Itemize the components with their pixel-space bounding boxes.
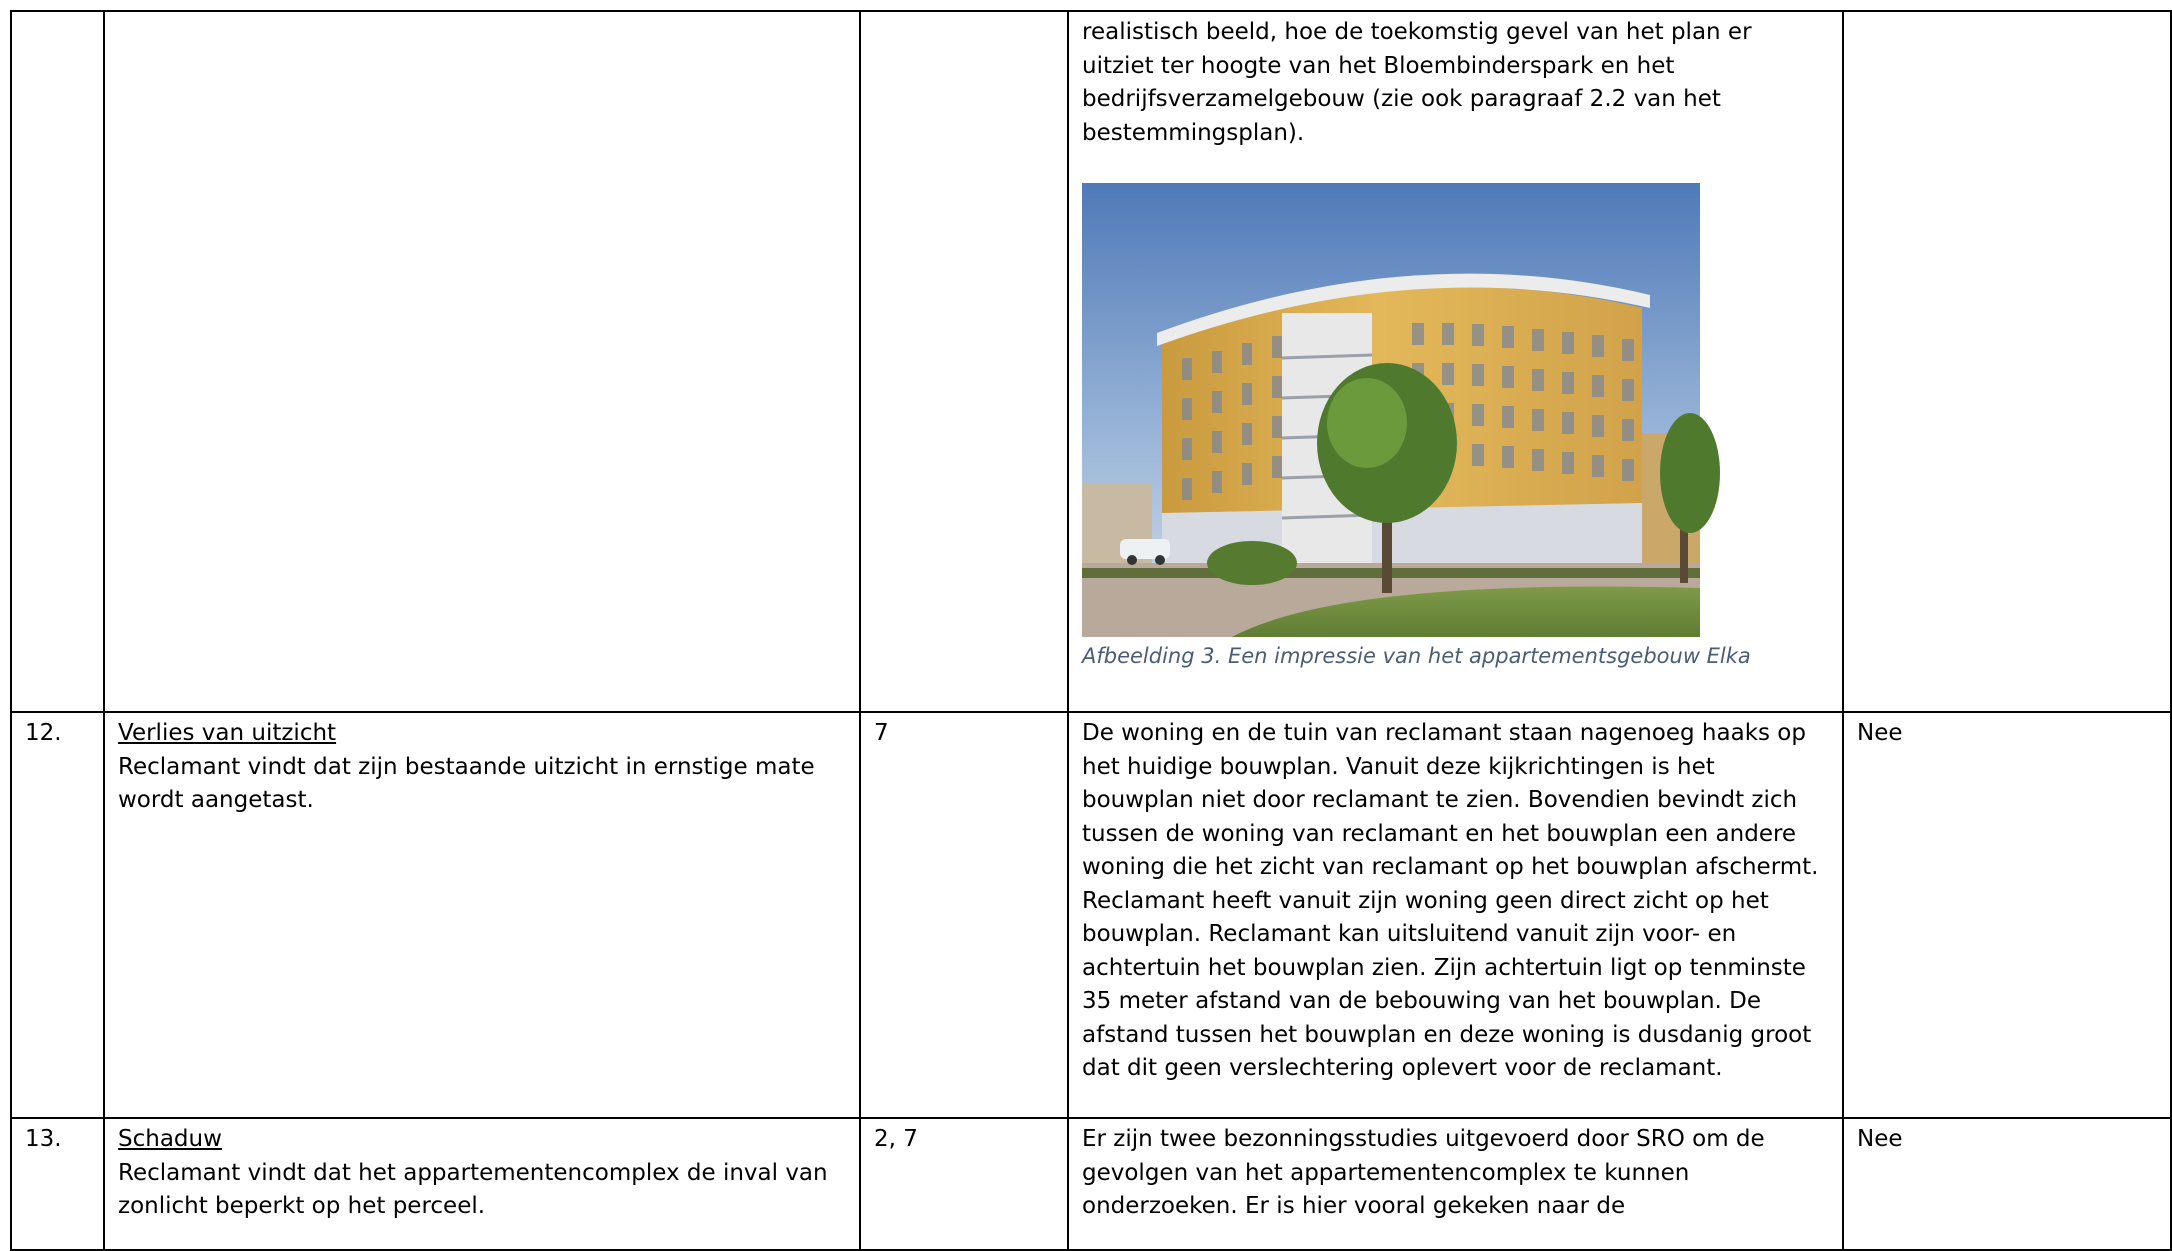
answer-text: De woning en de tuin van reclamant staan nagenoeg haaks op het huidige bouwplan. Vanuit deze kijkrichtingen is het bouwplan niet door reclamant te zien. Bovendien bevindt zich tussen de woning van reclamant en het bouwplan een andere woning die het zicht van reclamant op het bouwplan afschermt. Reclamant heeft vanuit zijn woning geen direct zicht op het bouwplan. Reclamant kan uitsluitend vanuit zijn voor- en achtertuin het bouwplan zien. Zijn achtertuin ligt op tenminste 35 meter afstand van de bebouwing van het bouwplan. De afstand tussen het bouwplan en deze woning is dusdanig groot dat dit geen verslechtering oplevert voor de reclamant.	[1082, 720, 1819, 1081]
subject-cell	[104, 1118, 860, 1250]
row-number-cell	[11, 712, 104, 1118]
subject-title: Schaduw	[118, 1126, 222, 1152]
subject-cell	[104, 11, 860, 712]
change-value: Nee	[1857, 1126, 1903, 1152]
figure-caption: Afbeelding 3. Een impressie van het appartementsgebouw Elka	[1082, 644, 1751, 668]
change-value: Nee	[1857, 720, 1903, 746]
answer-cell	[1068, 712, 1843, 1118]
reference-value: 7	[874, 720, 889, 746]
answer-cell	[1068, 1118, 1843, 1250]
subject-title: Verlies van uitzicht	[118, 720, 337, 746]
table-row	[11, 1118, 2171, 1250]
apartment-building-image	[1082, 183, 1700, 637]
reference-cell	[860, 11, 1068, 712]
subject-text: Reclamant vindt dat zijn bestaande uitzicht in ernstige mate wordt aangetast.	[118, 753, 815, 813]
subject-cell	[104, 712, 860, 1118]
answer-text: Er zijn twee bezonningsstudies uitgevoerd door SRO om de gevolgen van het appartementencomplex te kunnen onderzoeken. Er is hier vooral gekeken naar de	[1082, 1126, 1765, 1219]
reference-cell	[860, 1118, 1068, 1250]
change-cell	[1843, 11, 2171, 712]
subject-text: Reclamant vindt dat het appartementencomplex de inval van zonlicht beperkt op het perceel.	[118, 1159, 828, 1219]
change-cell	[1843, 712, 2171, 1118]
reference-value: 2, 7	[874, 1126, 918, 1152]
reference-cell	[860, 712, 1068, 1118]
row-number-cell	[11, 11, 104, 712]
table-row	[11, 11, 2171, 712]
answer-text: realistisch beeld, hoe de toekomstig gevel van het plan er uitziet ter hoogte van het Bloembinderspark en het bedrijfsverzamelgebouw (zie ook paragraaf 2.2 van het bestemmingsplan).	[1082, 19, 1752, 146]
row-number: 12.	[25, 720, 62, 746]
objections-table	[10, 10, 2172, 1251]
row-number-cell	[11, 1118, 104, 1250]
row-number: 13.	[25, 1126, 62, 1152]
answer-cell	[1068, 11, 1843, 712]
table-row	[11, 712, 2171, 1118]
change-cell	[1843, 1118, 2171, 1250]
